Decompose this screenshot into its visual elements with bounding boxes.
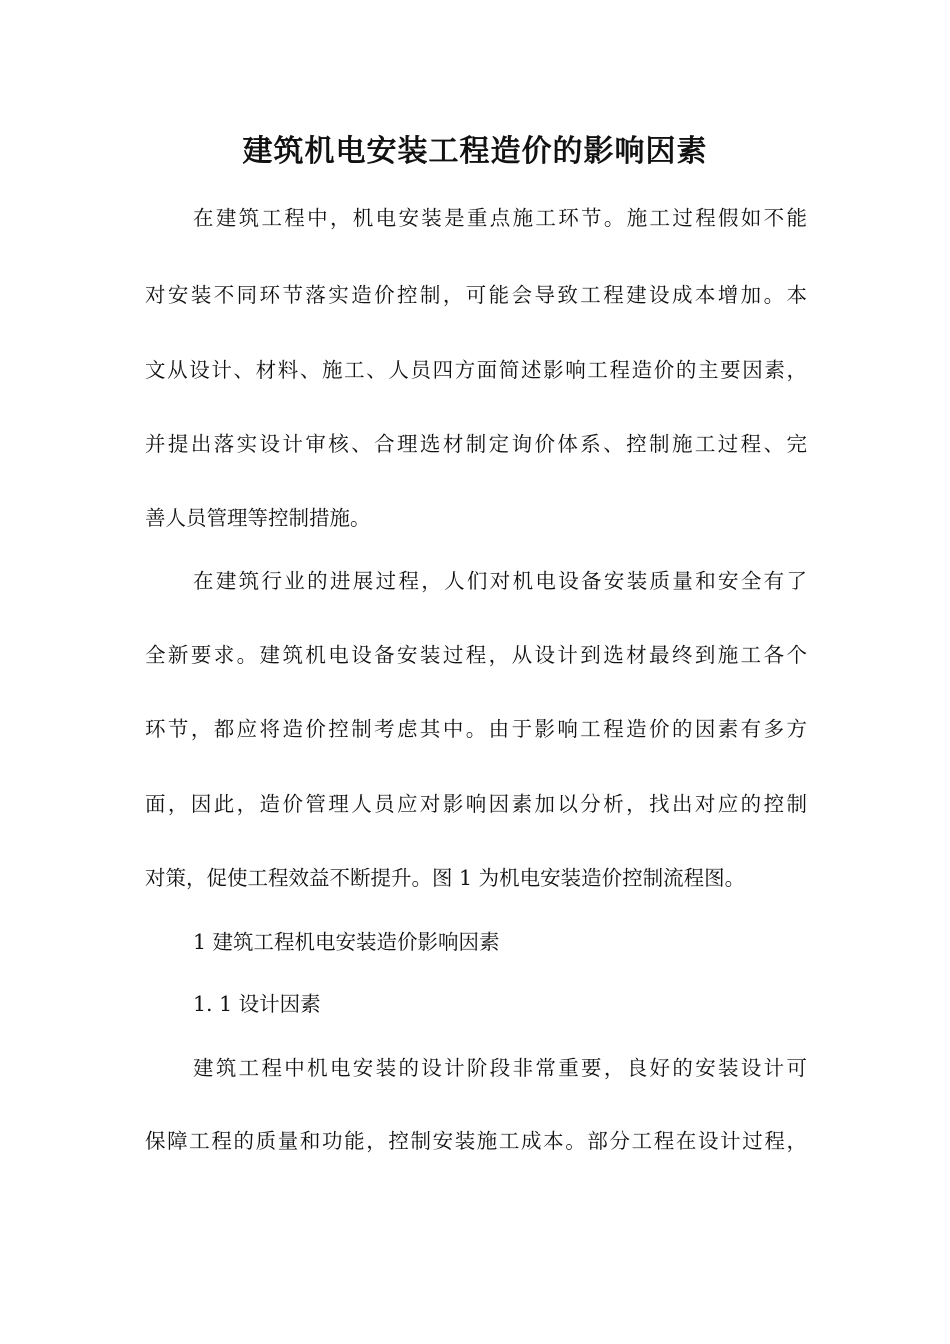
- body-line: 环节，都应将造价控制考虑其中。由于影响工程造价的因素有多方: [145, 717, 807, 741]
- body-line: 全新要求。建筑机电设备安装过程，从设计到选材最终到施工各个: [145, 643, 807, 667]
- body-line: 在建筑工程中，机电安装是重点施工环节。施工过程假如不能: [193, 206, 807, 230]
- body-line: 面，因此，造价管理人员应对影响因素加以分析，找出对应的控制: [145, 792, 807, 816]
- body-line: 并提出落实设计审核、合理选材制定询价体系、控制施工过程、完: [145, 432, 807, 456]
- body-line: 文从设计、材料、施工、人员四方面简述影响工程造价的主要因素，: [145, 358, 807, 382]
- body-line: 对安装不同环节落实造价控制，可能会导致工程建设成本增加。本: [145, 283, 807, 307]
- section-heading: 1 建筑工程机电安装造价影响因素: [193, 930, 500, 954]
- body-line: 建筑工程中机电安装的设计阶段非常重要，良好的安装设计可: [193, 1056, 807, 1080]
- body-line: 对策，促使工程效益不断提升。图 1 为机电安装造价控制流程图。: [145, 866, 746, 890]
- body-line: 善人员管理等控制措施。: [145, 506, 371, 530]
- body-line: 在建筑行业的进展过程，人们对机电设备安装质量和安全有了: [193, 569, 807, 593]
- body-line: 保障工程的质量和功能，控制安装施工成本。部分工程在设计过程，: [145, 1129, 807, 1153]
- subsection-heading: 1. 1 设计因素: [193, 992, 321, 1016]
- document-title: 建筑机电安装工程造价的影响因素: [242, 134, 708, 169]
